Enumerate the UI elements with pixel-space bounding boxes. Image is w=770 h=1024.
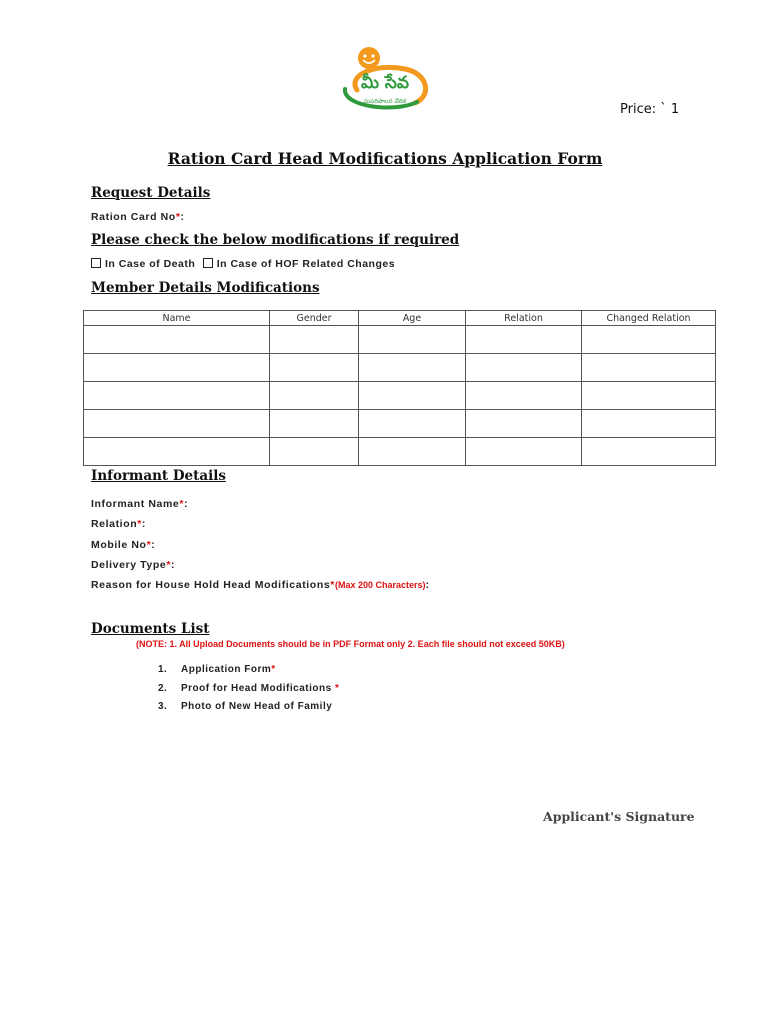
logo-text: మీ సేవ: [361, 73, 409, 93]
table-cell[interactable]: [84, 326, 270, 354]
documents-list: [158, 664, 339, 720]
list-item-number: 2.: [158, 682, 168, 694]
table-cell[interactable]: [270, 438, 359, 466]
hof-option-label: In Case of HOF Related Changes: [216, 258, 396, 270]
member-details-heading: Member Details Modifications: [91, 280, 320, 296]
reason-limit-note: (Max 200 Characters): [334, 580, 426, 590]
request-details-heading: Request Details: [91, 185, 211, 201]
table-cell[interactable]: [270, 410, 359, 438]
colon: :: [141, 518, 147, 530]
required-mark: *: [179, 498, 185, 510]
table-cell[interactable]: [466, 354, 582, 382]
death-option-label: In Case of Death: [105, 258, 196, 270]
mobile-no-field: [91, 539, 155, 551]
table-cell[interactable]: [582, 354, 716, 382]
death-option[interactable]: [91, 258, 195, 270]
table-cell[interactable]: [270, 354, 359, 382]
applicant-signature-label: Applicant's Signature: [543, 809, 695, 824]
table-cell[interactable]: [270, 382, 359, 410]
list-item-label: Application Form: [181, 664, 272, 675]
hof-checkbox[interactable]: [203, 258, 213, 268]
list-item: [158, 683, 339, 702]
logo-tagline: సుపరిపాలన వేదిక: [363, 98, 407, 105]
price-label: Price: ` 1: [620, 102, 680, 117]
table-row: [84, 410, 716, 438]
table-row: [84, 354, 716, 382]
column-header-gender: Gender: [270, 311, 359, 326]
table-cell[interactable]: [84, 410, 270, 438]
death-checkbox[interactable]: [91, 258, 101, 268]
ration-card-no-field: [91, 211, 185, 223]
table-cell[interactable]: [359, 410, 466, 438]
ration-card-no-label: Ration Card No: [91, 211, 176, 223]
colon: :: [171, 559, 176, 571]
table-cell[interactable]: [582, 438, 716, 466]
required-mark: *: [146, 539, 152, 551]
mobile-no-label: Mobile No: [91, 539, 147, 551]
form-title: Ration Card Head Modifications Application Form: [167, 149, 603, 168]
colon: :: [184, 498, 189, 510]
table-cell[interactable]: [359, 354, 466, 382]
delivery-type-field: [91, 559, 175, 571]
list-item-label: Photo of New Head of Family: [181, 701, 333, 712]
table-cell[interactable]: [84, 382, 270, 410]
table-cell[interactable]: [359, 382, 466, 410]
member-details-table: [83, 310, 716, 466]
required-mark: *: [175, 211, 181, 223]
table-row: [84, 382, 716, 410]
column-header-relation: Relation: [466, 311, 582, 326]
table-row: [84, 438, 716, 466]
colon: :: [425, 579, 430, 591]
table-cell[interactable]: [84, 354, 270, 382]
table-row: [84, 326, 716, 354]
list-item: [158, 664, 339, 683]
meeseva-logo: [335, 45, 435, 115]
documents-note: (NOTE: 1. All Upload Documents should be in PDF Format only 2. Each file should not exceed 50KB): [136, 639, 565, 649]
required-mark: *: [137, 518, 142, 530]
column-header-name: Name: [84, 311, 270, 326]
modifications-heading: Please check the below modifications if required: [91, 232, 460, 248]
informant-name-label: Informant Name: [91, 498, 180, 510]
hof-option[interactable]: [203, 258, 395, 270]
table-cell[interactable]: [466, 326, 582, 354]
table-header-row: [84, 311, 716, 326]
relation-field: [91, 518, 146, 530]
table-cell[interactable]: [466, 410, 582, 438]
delivery-type-label: Delivery Type: [91, 559, 167, 571]
required-mark: *: [271, 664, 276, 675]
table-cell[interactable]: [466, 382, 582, 410]
reason-field: [91, 579, 430, 591]
list-item-number: 3.: [158, 701, 168, 712]
table-cell[interactable]: [84, 438, 270, 466]
table-cell[interactable]: [359, 438, 466, 466]
table-cell[interactable]: [582, 326, 716, 354]
list-item-label: Proof for Head Modifications: [181, 682, 332, 694]
relation-label: Relation: [91, 518, 138, 530]
colon: :: [151, 539, 156, 551]
informant-name-field: [91, 498, 188, 510]
required-mark: *: [166, 559, 171, 571]
column-header-changed-relation: Changed Relation: [582, 311, 716, 326]
documents-list-heading: Documents List: [91, 621, 210, 637]
modification-options: [91, 258, 395, 270]
required-mark: *: [331, 682, 340, 694]
list-item: [158, 701, 339, 720]
colon: :: [180, 211, 185, 223]
column-header-age: Age: [359, 311, 466, 326]
informant-details-heading: Informant Details: [91, 468, 226, 484]
required-mark: *: [330, 579, 335, 591]
table-cell[interactable]: [582, 382, 716, 410]
table-cell[interactable]: [582, 410, 716, 438]
table-cell[interactable]: [466, 438, 582, 466]
table-cell[interactable]: [270, 326, 359, 354]
table-cell[interactable]: [359, 326, 466, 354]
reason-label: Reason for House Hold Head Modifications: [91, 579, 331, 591]
list-item-number: 1.: [158, 664, 168, 675]
